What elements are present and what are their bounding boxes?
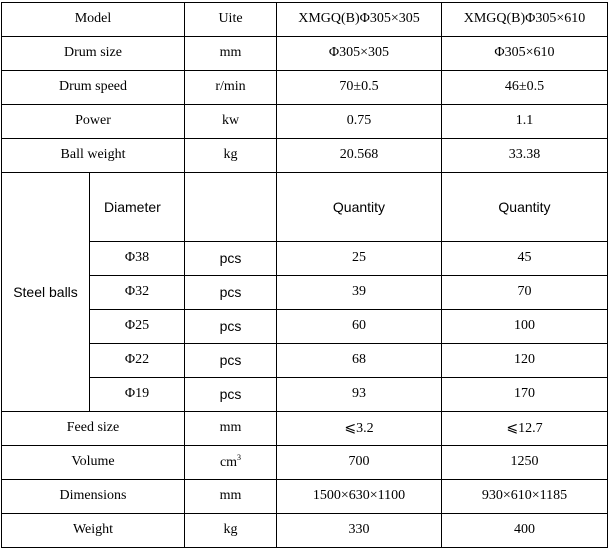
unit-base: cm (219, 455, 238, 471)
volume-row (2, 445, 608, 479)
model-header: Model (2, 3, 185, 37)
value-a: ⩽3.2 (277, 411, 442, 445)
row-label: Volume (2, 445, 185, 479)
weight-row (2, 513, 608, 547)
row-label: Power (2, 104, 185, 138)
value-a: 20.568 (277, 138, 442, 172)
value-a: 39 (277, 275, 442, 309)
value-b: 1.1 (442, 104, 608, 138)
value-a: 1500×630×1100 (277, 479, 442, 513)
row-label: Weight (2, 513, 185, 547)
value-b: 930×610×1185 (442, 479, 608, 513)
value-a: 0.75 (277, 104, 442, 138)
value-b: 100 (442, 309, 608, 343)
row-label: Drum speed (2, 70, 185, 104)
ball-size: Φ38 (90, 241, 185, 275)
model-a-header: XMGQ(B)Φ305×305 (277, 3, 442, 37)
drum-speed-row (2, 70, 608, 104)
quantity-a-header: Quantity (277, 172, 442, 241)
table-row (2, 343, 608, 377)
feed-size-row (2, 411, 608, 445)
spec-table (1, 2, 608, 548)
value-a: 93 (277, 377, 442, 411)
table-row (2, 309, 608, 343)
ball-size: Φ19 (90, 377, 185, 411)
value-b: ⩽12.7 (442, 411, 608, 445)
row-unit: mm (185, 36, 277, 70)
unit-header: Uite (185, 3, 277, 37)
value-b: Φ305×610 (442, 36, 608, 70)
row-unit (185, 445, 277, 479)
ball-unit: pcs (185, 309, 277, 343)
value-a: 330 (277, 513, 442, 547)
quantity-b-header: Quantity (442, 172, 608, 241)
value-b: 33.38 (442, 138, 608, 172)
row-unit: kw (185, 104, 277, 138)
value-b: 400 (442, 513, 608, 547)
ball-size: Φ32 (90, 275, 185, 309)
table-row (2, 241, 608, 275)
empty-unit-cell (185, 172, 277, 241)
diameter-header: Diameter (90, 172, 185, 241)
value-a: Φ305×305 (277, 36, 442, 70)
steel-balls-label: Steel balls (2, 172, 90, 411)
table-row (2, 377, 608, 411)
value-b: 45 (442, 241, 608, 275)
ball-unit: pcs (185, 377, 277, 411)
row-unit: kg (185, 513, 277, 547)
power-row (2, 104, 608, 138)
ball-unit: pcs (185, 241, 277, 275)
ball-size: Φ25 (90, 309, 185, 343)
ball-unit: pcs (185, 343, 277, 377)
unit-superscript: 3 (237, 453, 242, 463)
steel-balls-header-row (2, 172, 608, 241)
model-b-header: XMGQ(B)Φ305×610 (442, 3, 608, 37)
value-b: 1250 (442, 445, 608, 479)
value-a: 68 (277, 343, 442, 377)
value-b: 46±0.5 (442, 70, 608, 104)
table-row (2, 275, 608, 309)
value-a: 700 (277, 445, 442, 479)
row-label: Ball weight (2, 138, 185, 172)
dimensions-row (2, 479, 608, 513)
row-unit: kg (185, 138, 277, 172)
drum-size-row (2, 36, 608, 70)
value-b: 70 (442, 275, 608, 309)
value-a: 25 (277, 241, 442, 275)
row-label: Dimensions (2, 479, 185, 513)
ball-weight-row (2, 138, 608, 172)
value-b: 170 (442, 377, 608, 411)
value-a: 60 (277, 309, 442, 343)
row-label: Drum size (2, 36, 185, 70)
row-unit: mm (185, 411, 277, 445)
value-b: 120 (442, 343, 608, 377)
value-a: 70±0.5 (277, 70, 442, 104)
row-unit: mm (185, 479, 277, 513)
ball-unit: pcs (185, 275, 277, 309)
row-unit: r/min (185, 70, 277, 104)
row-label: Feed size (2, 411, 185, 445)
ball-size: Φ22 (90, 343, 185, 377)
header-row (2, 3, 608, 37)
